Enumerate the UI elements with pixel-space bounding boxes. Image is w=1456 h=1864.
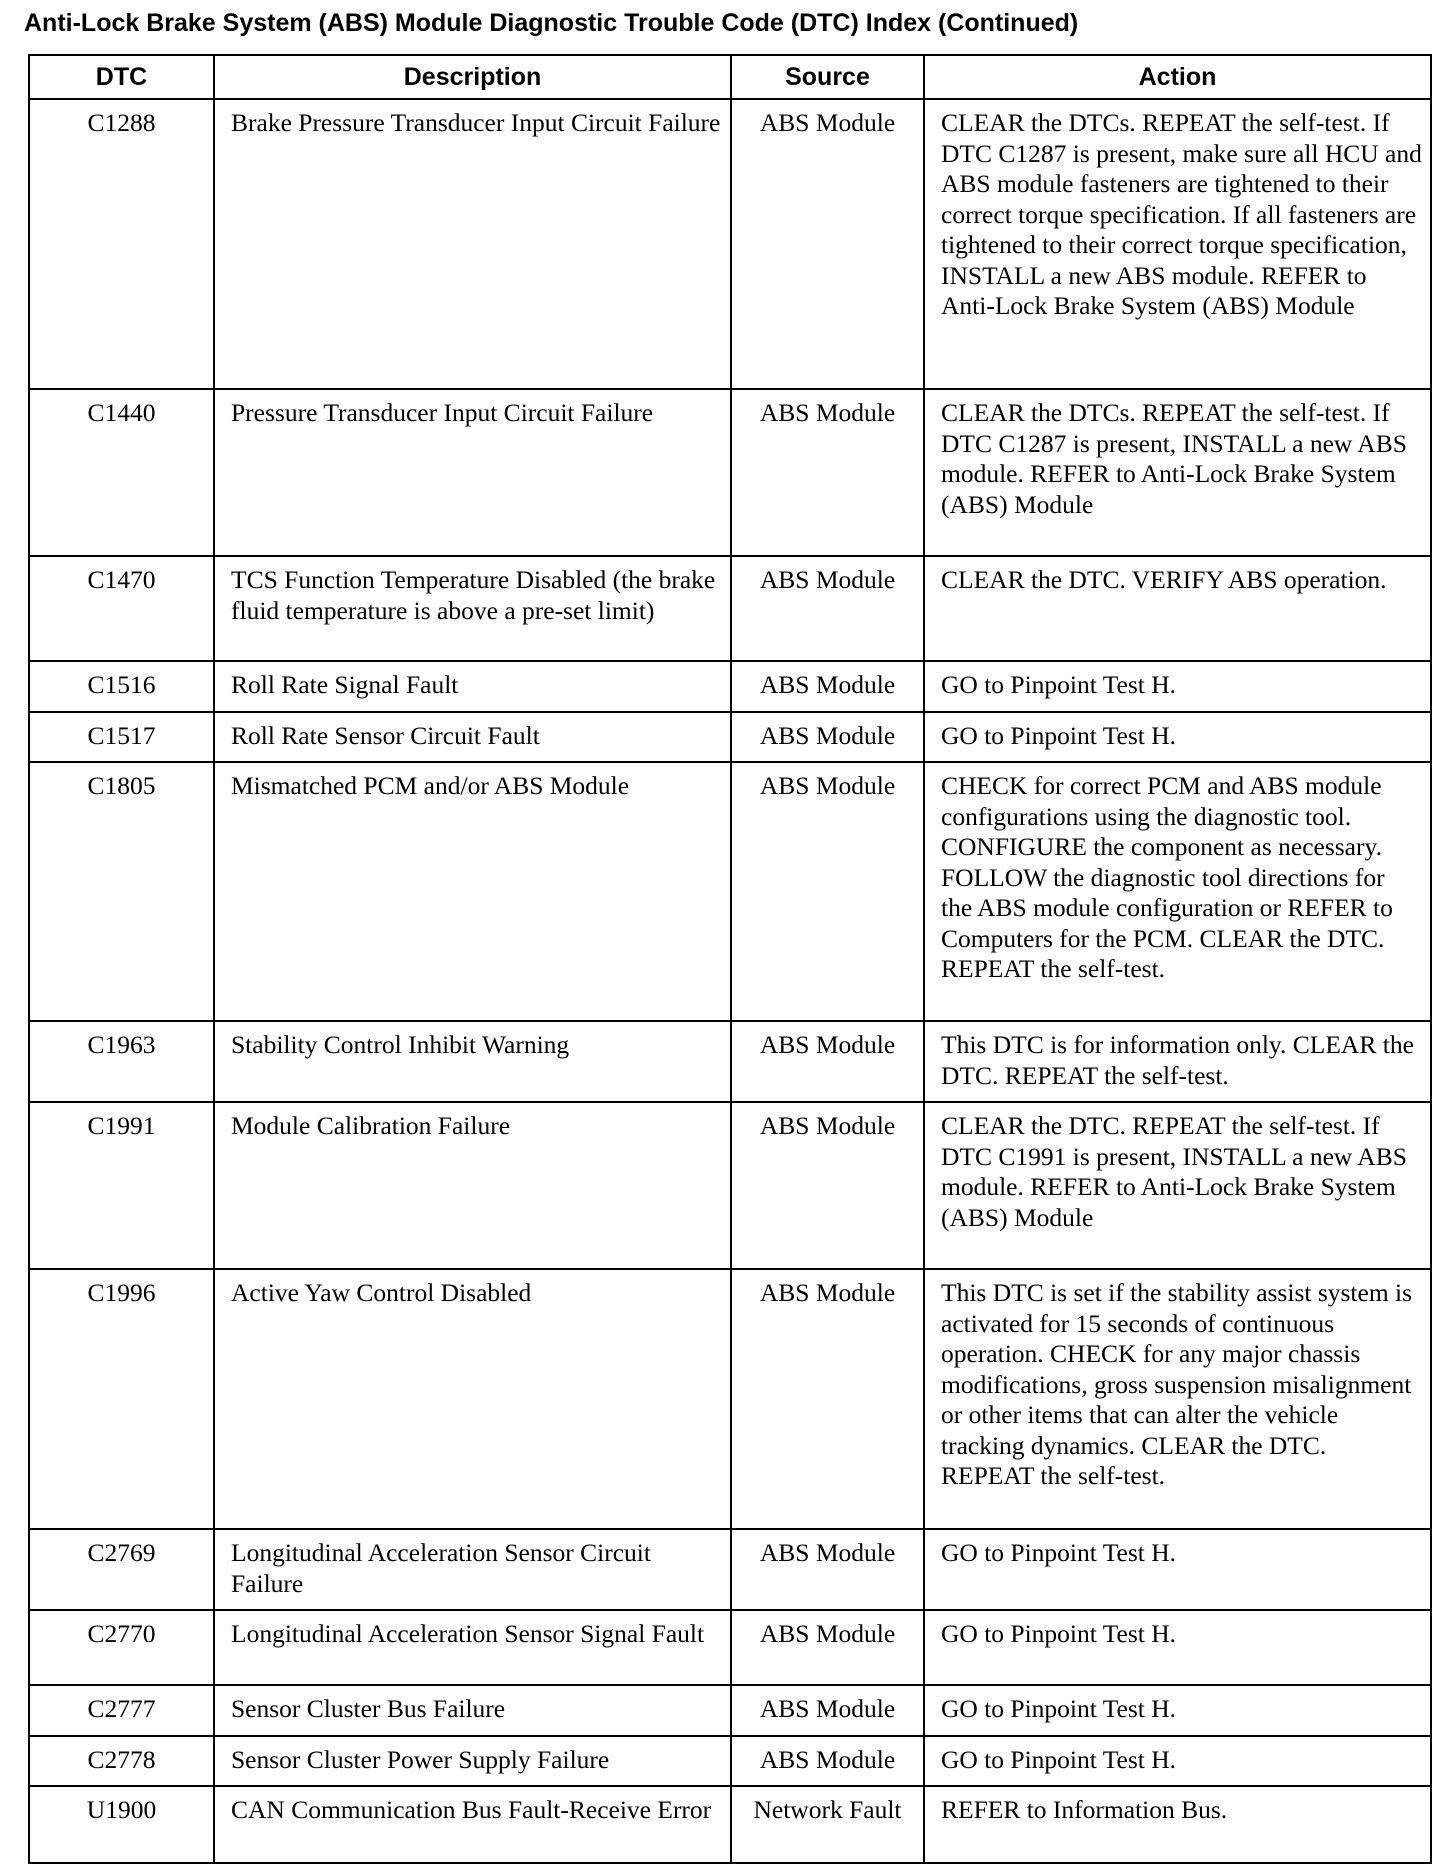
dtc-code: C1470 <box>29 556 214 661</box>
dtc-source: ABS Module <box>731 762 924 1021</box>
dtc-source: ABS Module <box>731 1736 924 1787</box>
table-row <box>29 1685 1431 1736</box>
dtc-source: ABS Module <box>731 1102 924 1269</box>
header-action: Action <box>924 55 1431 99</box>
dtc-code: C2778 <box>29 1736 214 1787</box>
dtc-description: Longitudinal Acceleration Sensor Signal Fault <box>214 1610 731 1685</box>
dtc-source: ABS Module <box>731 1269 924 1529</box>
dtc-action: CHECK for correct PCM and ABS module configurations using the diagnostic tool. CONFIGURE the component as necessary. FOLLOW the diagnostic tool directions for the ABS module configuration or REFER to Computers for the PCM. CLEAR the DTC. REPEAT the self-test. <box>924 762 1431 1021</box>
header-source: Source <box>731 55 924 99</box>
dtc-index-table <box>28 54 1432 1864</box>
table-row <box>29 762 1431 1021</box>
dtc-description: Brake Pressure Transducer Input Circuit Failure <box>214 99 731 389</box>
dtc-source: ABS Module <box>731 556 924 661</box>
dtc-source: ABS Module <box>731 1529 924 1610</box>
dtc-description: Sensor Cluster Bus Failure <box>214 1685 731 1736</box>
table-row <box>29 1269 1431 1529</box>
dtc-source: ABS Module <box>731 661 924 712</box>
dtc-source: ABS Module <box>731 1610 924 1685</box>
table-row <box>29 1529 1431 1610</box>
table-row <box>29 1786 1431 1863</box>
table-row <box>29 389 1431 556</box>
header-dtc: DTC <box>29 55 214 99</box>
table-row <box>29 99 1431 389</box>
table-header <box>29 55 1431 99</box>
dtc-source: Network Fault <box>731 1786 924 1863</box>
dtc-description: Longitudinal Acceleration Sensor Circuit Failure <box>214 1529 731 1610</box>
table-body <box>29 99 1431 1863</box>
dtc-source: ABS Module <box>731 1685 924 1736</box>
page-title: Anti-Lock Brake System (ABS) Module Diagnostic Trouble Code (DTC) Index (Continued) <box>24 9 1079 37</box>
header-description: Description <box>214 55 731 99</box>
dtc-code: C1991 <box>29 1102 214 1269</box>
dtc-action: GO to Pinpoint Test H. <box>924 1610 1431 1685</box>
table-row <box>29 1102 1431 1269</box>
dtc-description: Sensor Cluster Power Supply Failure <box>214 1736 731 1787</box>
dtc-action: GO to Pinpoint Test H. <box>924 1685 1431 1736</box>
dtc-action: This DTC is set if the stability assist system is activated for 15 seconds of continuous operation. CHECK for any major chassis modifications, gross suspension misalignment or other items that can alter the vehicle tracking dynamics. CLEAR the DTC. REPEAT the self-test. <box>924 1269 1431 1529</box>
dtc-action: CLEAR the DTC. VERIFY ABS operation. <box>924 556 1431 661</box>
dtc-description: Active Yaw Control Disabled <box>214 1269 731 1529</box>
dtc-action: GO to Pinpoint Test H. <box>924 1529 1431 1610</box>
dtc-action: GO to Pinpoint Test H. <box>924 1736 1431 1787</box>
dtc-code: U1900 <box>29 1786 214 1863</box>
table-row <box>29 1021 1431 1102</box>
dtc-source: ABS Module <box>731 1021 924 1102</box>
dtc-code: C2770 <box>29 1610 214 1685</box>
dtc-description: Roll Rate Signal Fault <box>214 661 731 712</box>
dtc-action: GO to Pinpoint Test H. <box>924 712 1431 763</box>
dtc-description: Stability Control Inhibit Warning <box>214 1021 731 1102</box>
dtc-code: C1963 <box>29 1021 214 1102</box>
dtc-description: CAN Communication Bus Fault-Receive Error <box>214 1786 731 1863</box>
header-row <box>29 55 1431 99</box>
dtc-code: C2777 <box>29 1685 214 1736</box>
table-row <box>29 1736 1431 1787</box>
dtc-code: C1996 <box>29 1269 214 1529</box>
table-row <box>29 556 1431 661</box>
dtc-source: ABS Module <box>731 389 924 556</box>
dtc-code: C1517 <box>29 712 214 763</box>
table-row <box>29 661 1431 712</box>
dtc-source: ABS Module <box>731 712 924 763</box>
dtc-code: C1440 <box>29 389 214 556</box>
dtc-description: Roll Rate Sensor Circuit Fault <box>214 712 731 763</box>
dtc-code: C2769 <box>29 1529 214 1610</box>
dtc-action: This DTC is for information only. CLEAR the DTC. REPEAT the self-test. <box>924 1021 1431 1102</box>
dtc-description: Module Calibration Failure <box>214 1102 731 1269</box>
dtc-code: C1805 <box>29 762 214 1021</box>
dtc-action: CLEAR the DTC. REPEAT the self-test. If DTC C1991 is present, INSTALL a new ABS module. REFER to Anti-Lock Brake System (ABS) Module <box>924 1102 1431 1269</box>
table-row <box>29 712 1431 763</box>
table-row <box>29 1610 1431 1685</box>
dtc-code: C1516 <box>29 661 214 712</box>
dtc-code: C1288 <box>29 99 214 389</box>
dtc-action: CLEAR the DTCs. REPEAT the self-test. If DTC C1287 is present, INSTALL a new ABS module. REFER to Anti-Lock Brake System (ABS) Module <box>924 389 1431 556</box>
dtc-source: ABS Module <box>731 99 924 389</box>
dtc-action: REFER to Information Bus. <box>924 1786 1431 1863</box>
dtc-action: GO to Pinpoint Test H. <box>924 661 1431 712</box>
dtc-description: TCS Function Temperature Disabled (the brake fluid temperature is above a pre-set limit) <box>214 556 731 661</box>
dtc-action: CLEAR the DTCs. REPEAT the self-test. If DTC C1287 is present, make sure all HCU and ABS module fasteners are tightened to their correct torque specification. If all fasteners are tightened to their correct torque specification, INSTALL a new ABS module. REFER to Anti-Lock Brake System (ABS) Module <box>924 99 1431 389</box>
dtc-description: Mismatched PCM and/or ABS Module <box>214 762 731 1021</box>
dtc-description: Pressure Transducer Input Circuit Failure <box>214 389 731 556</box>
